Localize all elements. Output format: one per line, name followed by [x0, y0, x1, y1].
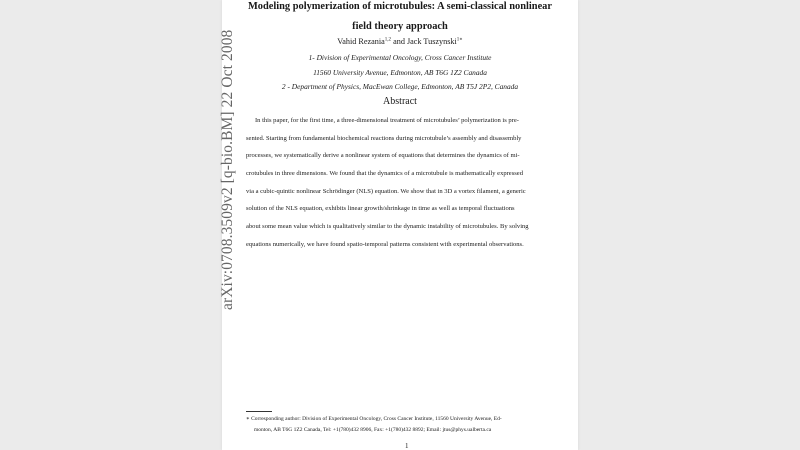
corresponding-author-footnote	[246, 414, 578, 436]
author-rezania: Vahid Rezania	[337, 37, 385, 46]
title-line-1: Modeling polymerization of microtubules: A semi-classical nonlinear	[247, 1, 552, 12]
author-conjunction: and	[393, 37, 405, 46]
abstract-line: solution of the NLS equation, exhibits linear growth/shrinkage in time as well as temporal fluctuations	[246, 205, 515, 213]
abstract-line: processes, we systematically derive a nonlinear system of equations that determines the dynamics of mi-	[246, 152, 520, 160]
abstract-body	[246, 112, 578, 254]
abstract-line: crotubules in three dimensions. We found that the dynamics of a microtubule is mathematically expressed	[246, 170, 523, 178]
abstract-line: sented. Starting from fundamental biochemical reactions during microtubule’s assembly and disassembly	[246, 134, 522, 142]
abstract-line: about some mean value which is qualitatively similar to the dynamic instability of microtubules. By solving	[246, 223, 529, 231]
abstract-line: via a cubic-quintic nonlinear Schrödinger (NLS) equation. We show that in 3D a vortex filament, a generic	[246, 187, 526, 195]
author-list	[222, 37, 578, 46]
abstract-heading: Abstract	[383, 96, 417, 107]
author-tuszynski: Jack Tuszynski	[406, 37, 457, 46]
arxiv-identifier-stamp: arXiv:0708.3509v2 [q-bio.BM] 22 Oct 2008	[219, 29, 236, 310]
abstract-line: In this paper, for the first time, a three-dimensional treatment of microtubules’ polymerization is pre-	[255, 117, 519, 124]
affiliation-1: 1- Division of Experimental Oncology, Cross Cancer Institute	[308, 53, 492, 62]
affiliation-2: 2 - Department of Physics, MacEwan College, Edmonton, AB T5J 2P2, Canada	[281, 82, 519, 91]
page-number: 1	[405, 442, 409, 450]
title-line-2: field theory approach	[352, 21, 448, 32]
footnote-line-1: ∗ Corresponding author: Division of Experimental Oncology, Cross Cancer Institute, 11560 University Avenue, Ed-	[246, 416, 502, 422]
author-rezania-affil: 1,2	[384, 37, 392, 43]
footnote-line-2: monton, AB T6G 1Z2 Canada, Tel: +1(780)432 8906, Fax: +1(780)432 8892; Email: jtus@phys.ualberta.ca	[254, 427, 492, 433]
paper-title	[222, 0, 578, 37]
affiliation-1-address: 11560 University Avenue, Edmonton, AB T6G 1Z2 Canada	[313, 68, 487, 77]
footnote-divider	[246, 411, 272, 412]
abstract-line: equations numerically, we have found spatio-temporal patterns consistent with experimental observations.	[246, 240, 524, 248]
author-tuszynski-affil: 1∗	[456, 37, 463, 43]
